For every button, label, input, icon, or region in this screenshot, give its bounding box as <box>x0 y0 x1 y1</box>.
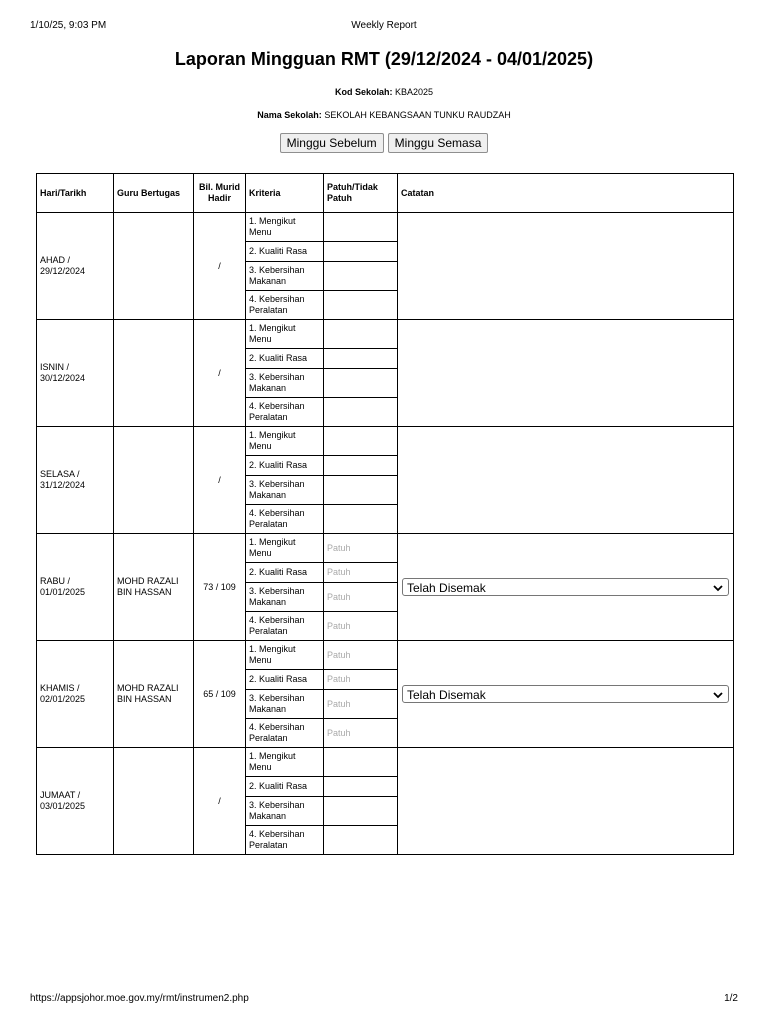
attendance-cell: 65 / 109 <box>194 641 246 748</box>
teacher-cell <box>114 320 194 427</box>
compliance-cell: Patuh <box>324 563 398 583</box>
criteria-cell: 3. Kebersihan Makanan <box>246 690 324 719</box>
compliance-cell <box>324 476 398 505</box>
table-row <box>37 534 734 563</box>
criteria-cell: 3. Kebersihan Makanan <box>246 797 324 826</box>
criteria-cell: 1. Mengikut Menu <box>246 427 324 456</box>
criteria-cell: 1. Mengikut Menu <box>246 320 324 349</box>
notes-cell <box>398 427 734 534</box>
notes-cell <box>398 534 734 641</box>
prev-week-button[interactable]: Minggu Sebelum <box>280 133 384 153</box>
compliance-cell <box>324 349 398 369</box>
print-footer <box>30 993 738 1007</box>
criteria-cell: 3. Kebersihan Makanan <box>246 262 324 291</box>
criteria-cell: 1. Mengikut Menu <box>246 748 324 777</box>
compliance-cell: Patuh <box>324 670 398 690</box>
compliance-cell <box>324 398 398 427</box>
table-row <box>37 641 734 670</box>
criteria-cell: 1. Mengikut Menu <box>246 534 324 563</box>
criteria-cell: 3. Kebersihan Makanan <box>246 583 324 612</box>
header-teacher: Guru Bertugas <box>114 174 194 213</box>
week-nav <box>0 133 768 153</box>
compliance-cell <box>324 262 398 291</box>
compliance-cell <box>324 427 398 456</box>
print-doc-title: Weekly Report <box>351 20 417 31</box>
compliance-cell <box>324 505 398 534</box>
criteria-cell: 4. Kebersihan Peralatan <box>246 398 324 427</box>
notes-select-value: Telah Disemak <box>407 581 486 595</box>
teacher-cell <box>114 213 194 320</box>
notes-cell <box>398 641 734 748</box>
criteria-cell: 4. Kebersihan Peralatan <box>246 719 324 748</box>
attendance-cell: / <box>194 427 246 534</box>
print-datetime: 1/10/25, 9:03 PM <box>30 20 107 31</box>
teacher-cell <box>114 427 194 534</box>
chevron-down-icon <box>713 580 723 598</box>
criteria-cell: 3. Kebersihan Makanan <box>246 476 324 505</box>
header-compliance: Patuh/Tidak Patuh <box>324 174 398 213</box>
criteria-cell: 2. Kualiti Rasa <box>246 349 324 369</box>
compliance-cell <box>324 213 398 242</box>
criteria-cell: 1. Mengikut Menu <box>246 213 324 242</box>
compliance-cell: Patuh <box>324 612 398 641</box>
school-code <box>0 87 768 97</box>
table-row <box>37 213 734 242</box>
compliance-cell: Patuh <box>324 690 398 719</box>
compliance-cell <box>324 777 398 797</box>
criteria-cell: 2. Kualiti Rasa <box>246 456 324 476</box>
criteria-cell: 4. Kebersihan Peralatan <box>246 612 324 641</box>
notes-select[interactable] <box>402 578 729 596</box>
notes-cell <box>398 320 734 427</box>
compliance-cell <box>324 456 398 476</box>
teacher-cell <box>114 748 194 855</box>
page-title: Laporan Mingguan RMT (29/12/2024 - 04/01/2025) <box>174 49 594 69</box>
day-cell: AHAD / 29/12/2024 <box>37 213 114 320</box>
criteria-cell: 4. Kebersihan Peralatan <box>246 505 324 534</box>
school-name <box>0 110 768 120</box>
header-notes: Catatan <box>398 174 734 213</box>
criteria-cell: 4. Kebersihan Peralatan <box>246 291 324 320</box>
compliance-cell <box>324 826 398 855</box>
day-cell: JUMAAT / 03/01/2025 <box>37 748 114 855</box>
current-week-button[interactable]: Minggu Semasa <box>388 133 489 153</box>
table-row <box>37 427 734 456</box>
compliance-cell <box>324 748 398 777</box>
school-code-label: Kod Sekolah: <box>334 87 393 97</box>
school-name-value: SEKOLAH KEBANGSAAN TUNKU RAUDZAH <box>324 110 511 120</box>
print-url: https://appsjohor.moe.gov.my/rmt/instrumen2.php <box>30 993 249 1004</box>
teacher-cell: MOHD RAZALI BIN HASSAN <box>114 641 194 748</box>
day-cell: KHAMIS / 02/01/2025 <box>37 641 114 748</box>
attendance-cell: / <box>194 320 246 427</box>
table-row <box>37 748 734 777</box>
compliance-cell <box>324 369 398 398</box>
compliance-cell: Patuh <box>324 583 398 612</box>
notes-cell <box>398 748 734 855</box>
notes-select[interactable] <box>402 685 729 703</box>
compliance-cell <box>324 320 398 349</box>
day-cell: RABU / 01/01/2025 <box>37 534 114 641</box>
compliance-cell: Patuh <box>324 641 398 670</box>
print-header <box>30 20 738 34</box>
day-cell: SELASA / 31/12/2024 <box>37 427 114 534</box>
compliance-cell <box>324 797 398 826</box>
header-day: Hari/Tarikh <box>37 174 114 213</box>
school-name-label: Nama Sekolah: <box>257 110 322 120</box>
notes-cell <box>398 213 734 320</box>
criteria-cell: 3. Kebersihan Makanan <box>246 369 324 398</box>
table-header-row <box>37 174 734 213</box>
compliance-cell <box>324 291 398 320</box>
table-row <box>37 320 734 349</box>
criteria-cell: 2. Kualiti Rasa <box>246 242 324 262</box>
page-number: 1/2 <box>724 993 738 1004</box>
notes-select-value: Telah Disemak <box>407 688 486 702</box>
criteria-cell: 2. Kualiti Rasa <box>246 670 324 690</box>
compliance-cell <box>324 242 398 262</box>
criteria-cell: 2. Kualiti Rasa <box>246 777 324 797</box>
teacher-cell: MOHD RAZALI BIN HASSAN <box>114 534 194 641</box>
attendance-cell: 73 / 109 <box>194 534 246 641</box>
compliance-cell: Patuh <box>324 719 398 748</box>
day-cell: ISNIN / 30/12/2024 <box>37 320 114 427</box>
weekly-report-table <box>36 173 734 855</box>
header-criteria: Kriteria <box>246 174 324 213</box>
criteria-cell: 2. Kualiti Rasa <box>246 563 324 583</box>
compliance-cell: Patuh <box>324 534 398 563</box>
school-code-value: KBA2025 <box>395 87 434 97</box>
attendance-cell: / <box>194 213 246 320</box>
attendance-cell: / <box>194 748 246 855</box>
criteria-cell: 1. Mengikut Menu <box>246 641 324 670</box>
criteria-cell: 4. Kebersihan Peralatan <box>246 826 324 855</box>
chevron-down-icon <box>713 687 723 705</box>
header-attendance: Bil. Murid Hadir <box>194 174 246 213</box>
